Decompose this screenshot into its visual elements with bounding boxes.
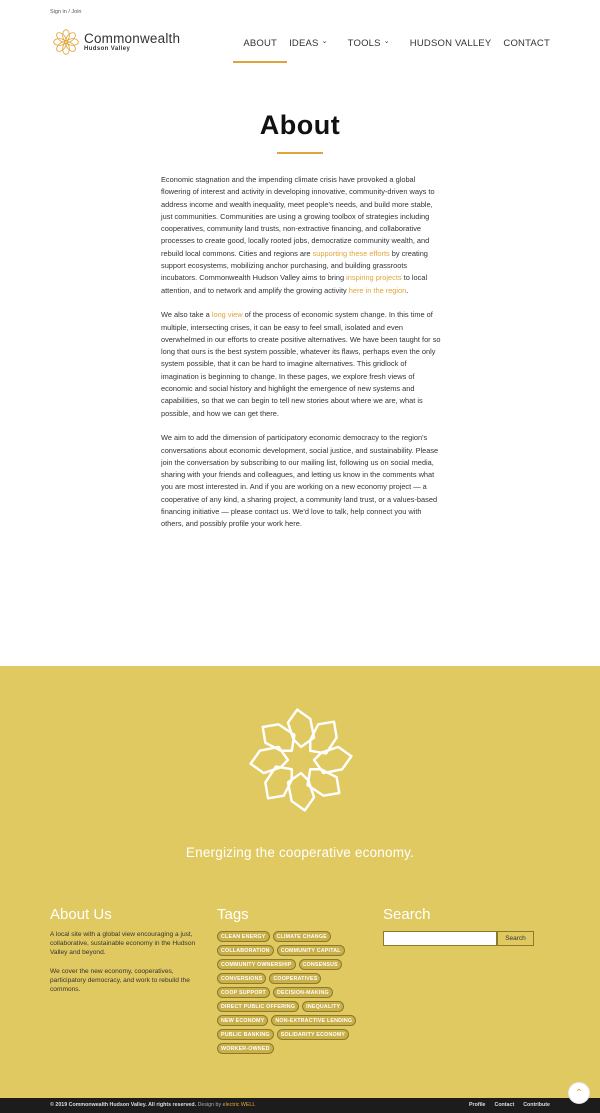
tag-link[interactable]: COMMUNITY CAPITAL (277, 945, 345, 956)
flower-logo-icon (52, 27, 80, 57)
tag-link[interactable]: NON-EXTRACTIVE LENDING (271, 1015, 356, 1026)
tag-link[interactable]: COLLABORATION (217, 945, 274, 956)
search-input[interactable] (383, 931, 497, 946)
tag-link[interactable]: COOPERATIVES (269, 973, 321, 984)
about-content (161, 174, 441, 543)
sign-in-join-link[interactable]: Sign in / Join (50, 9, 82, 15)
tag-link[interactable]: INEQUALITY (302, 1001, 344, 1012)
back-to-top-button[interactable] (568, 1082, 590, 1104)
main-nav (243, 38, 550, 49)
page-title: About (259, 110, 341, 140)
tag-link[interactable]: SOLIDARITY ECONOMY (277, 1029, 349, 1040)
brand-name: Commonwealth (84, 30, 181, 46)
search-button[interactable]: Search (497, 931, 534, 946)
tag-link[interactable]: PUBLIC BANKING (217, 1029, 274, 1040)
about-us-heading: About Us (50, 906, 112, 923)
brand-subtitle: Hudson Valley (84, 46, 131, 53)
tag-link[interactable]: WORKER-OWNED (217, 1043, 274, 1054)
designer-link[interactable]: electric WELL (222, 1102, 256, 1108)
paragraph-3: We aim to add the dimension of participatory economic democracy to the region's conversations about economic development, social justice, and sustainability. Please join the conversation by subscribing to our mailing list, following us on social media, sharing with your friends and colleagues, and letting us know in the comments what you are most interested in. And if you are working on a new economy project — a cooperative of any kind, a sharing project, a community land trust, or a values-based financing initiative — please contact us. We'd love to talk, help connect you with others, and possibly profile your work here. (161, 433, 439, 529)
tag-link[interactable]: CLIMATE CHANGE (273, 931, 331, 942)
chevron-up-icon: ⌃ (574, 1087, 584, 1099)
flower-emblem-icon (245, 704, 357, 816)
here-in-region-link[interactable]: here in the region (348, 285, 407, 295)
paragraph-2: We also take a long view of the process of economic system change. In this time of multiple, intersecting crises, it can be easy to feel small, isolated and even overwhelmed in our efforts to create positive alternatives. We have been taught for so long that ours is the best system possible, whatever its flaws, perhaps even the only system possible, that it can be hard to imagine alternatives. This gridlock of imagination is beginning to change. In these pages, we explore fresh views of economic and social history and highlight the emergence of new systems and capabilities, so that we can begin to tell new stories about where we are, what is possible, and how we can get there. (161, 310, 441, 418)
tag-link[interactable]: CLEAN ENERGY (217, 931, 270, 942)
paragraph-1: Economic stagnation and the impending climate crisis have provoked a global flowering of interest and activity in developing innovative, community-driven ways to address income and wealth inequality, meet people's needs, and build more stable, just communities. Communities are using a growing toolbox of strategies including cooperatives, community land trusts, non-extractive financing, and collaborative processes to create good, locally rooted jobs, democratize community wealth, and rebuild local commons. Cities and regions are supporting these efforts by creating support ecosystems, mobilizing anchor purchasing, and building grassroots incubators. Commonwealth Hudson Valley aims to bring inspiring projects to local attention, and to network and amplify the growing activity here in the region. (161, 175, 435, 295)
footer-tagline: Energizing the cooperative economy. (185, 845, 415, 860)
copyright: © 2019 Commonwealth Hudson Valley. All rights reserved. Design by electric WELL (50, 1102, 256, 1108)
tag-link[interactable]: DECISION-MAKING (273, 987, 333, 998)
tag-link[interactable]: CONSENSUS (299, 959, 342, 970)
contribute-link[interactable]: Contribute (523, 1102, 550, 1108)
site-footer (0, 666, 600, 1098)
nav-ideas[interactable]: IDEAS ⌄ (289, 38, 328, 49)
tags-heading: Tags (217, 906, 249, 923)
tag-link[interactable]: CONVERSIONS (217, 973, 266, 984)
tag-cloud (217, 931, 367, 1054)
search-heading: Search (383, 906, 431, 923)
profile-link[interactable]: Profile (469, 1102, 486, 1108)
nav-contact[interactable]: CONTACT (503, 38, 550, 49)
nav-tools[interactable]: TOOLS ⌄ (348, 38, 390, 49)
about-us-text: A local site with a global view encouraging a just, collaborative, sustainable economy in the Hudson Valley and beyond. We cover the new economy, cooperatives, participatory democracy, and work to rebuild the commons. (50, 931, 196, 994)
inspiring-projects-link[interactable]: inspiring projects (346, 273, 402, 283)
nav-hudson-valley[interactable]: HUDSON VALLEY (409, 38, 492, 49)
bottom-bar (0, 1098, 600, 1113)
site-logo[interactable] (52, 27, 180, 57)
contact-link[interactable]: Contact (494, 1102, 515, 1108)
supporting-efforts-link[interactable]: supporting these efforts (312, 248, 390, 258)
tag-link[interactable]: NEW ECONOMY (217, 1015, 268, 1026)
long-view-link[interactable]: long view (211, 310, 243, 320)
tag-link[interactable]: COMMUNITY OWNERSHIP (217, 959, 296, 970)
nav-about[interactable]: ABOUT (243, 38, 278, 49)
title-divider (277, 152, 323, 154)
tag-link[interactable]: DIRECT PUBLIC OFFERING (217, 1001, 299, 1012)
footer-links (469, 1102, 550, 1108)
tag-link[interactable]: COOP SUPPORT (217, 987, 270, 998)
